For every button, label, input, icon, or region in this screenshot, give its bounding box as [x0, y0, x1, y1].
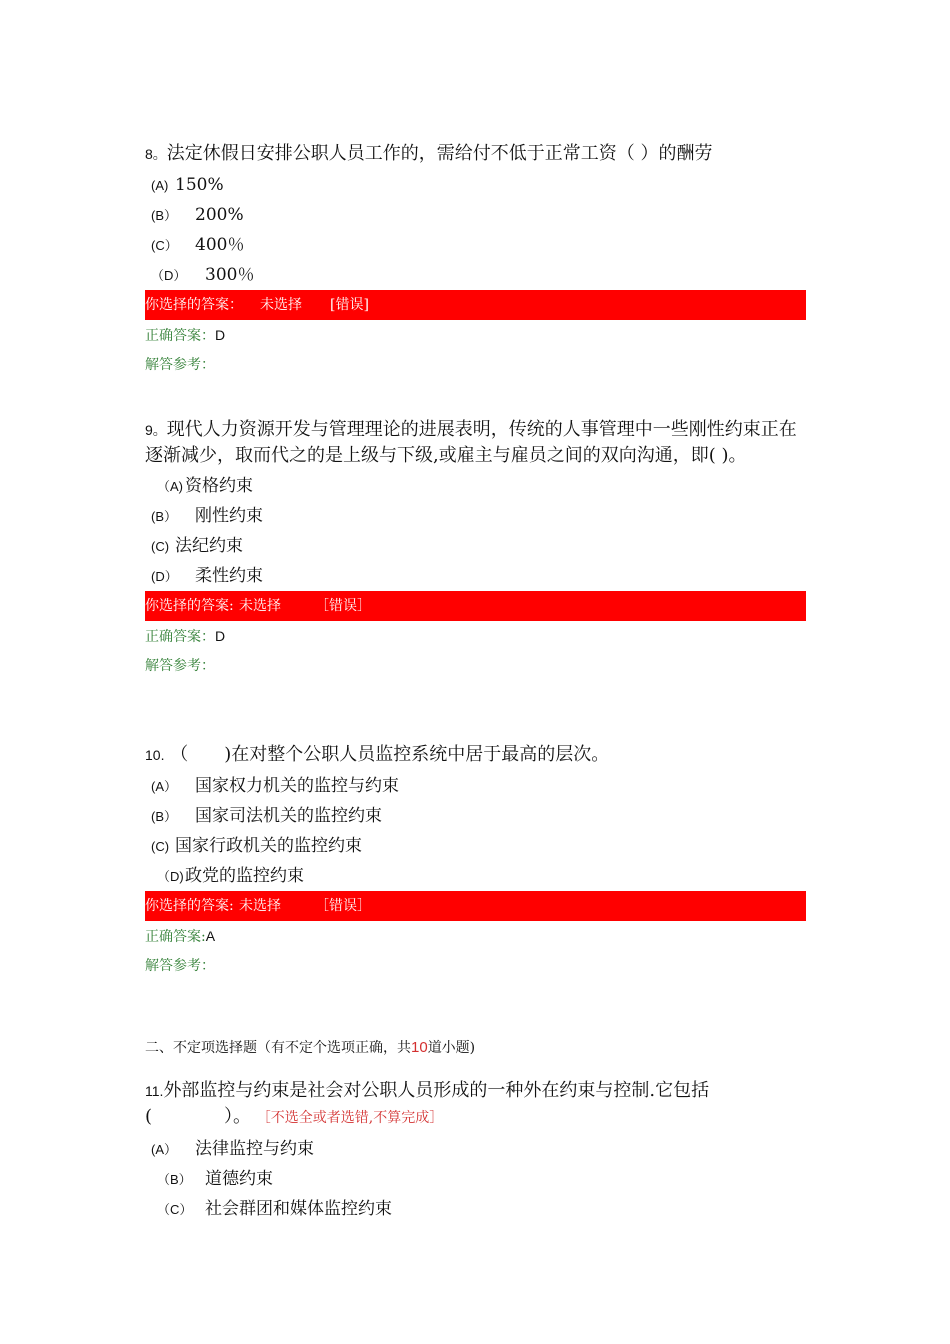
option-label: (A） [151, 1142, 178, 1157]
option-c[interactable] [145, 831, 810, 861]
option-list [145, 170, 810, 290]
correct-answer [145, 320, 810, 350]
your-answer-value: 未选择 [260, 297, 302, 313]
selection-rule-note: ［不选全或者选错,不算完成］ [256, 1110, 444, 1126]
option-b[interactable] [145, 1164, 810, 1194]
option-label: (B） [151, 509, 178, 524]
option-d[interactable] [145, 260, 810, 290]
option-list [145, 471, 810, 591]
answer-reference: 解答参考： [145, 357, 215, 373]
question-stem [145, 742, 810, 768]
question-text: 外部监控与约束是社会对公职人员形成的一种外在约束与控制.它包括( ）。 [145, 1080, 710, 1127]
option-c[interactable] [145, 531, 810, 561]
option-c[interactable] [145, 1194, 810, 1224]
option-text: 国家行政机关的监控约束 [175, 836, 362, 856]
option-label: (C） [151, 238, 178, 253]
option-a[interactable] [145, 471, 810, 501]
your-answer-value: 未选择 [239, 898, 281, 914]
option-label: （B） [157, 1172, 192, 1187]
correct-answer-label: 正确答案: [145, 929, 206, 945]
question-9 [145, 417, 810, 681]
option-a[interactable] [145, 771, 810, 801]
option-text: 刚性约束 [195, 506, 263, 526]
option-b[interactable] [145, 801, 810, 831]
option-label: （D) [157, 869, 184, 884]
option-label: (B） [151, 809, 178, 824]
option-label: (C) [151, 839, 170, 854]
question-text: 现代人力资源开发与管理理论的进展表明，传统的人事管理中一些刚性约束正在逐渐减少，取而代之的是上级与下级,或雇主与雇员之间的双向沟通，即( )。 [145, 419, 797, 466]
your-answer-label: 你选择的答案: [145, 898, 234, 914]
result-status: ［错误］ [315, 898, 371, 914]
result-status: [错误] [330, 297, 369, 313]
question-10 [145, 742, 810, 981]
answer-result-bar [145, 891, 806, 921]
option-text: 400％ [195, 235, 245, 255]
option-b[interactable] [145, 200, 810, 230]
your-answer-label: 你选择的答案： [145, 297, 243, 313]
option-text: 国家权力机关的监控与约束 [195, 776, 399, 796]
result-status: ［错误］ [315, 598, 371, 614]
option-a[interactable] [145, 1134, 810, 1164]
option-label: (D） [151, 569, 178, 584]
option-text: 国家司法机关的监控约束 [195, 806, 382, 826]
answer-result-bar [145, 591, 806, 621]
answer-result-bar [145, 290, 806, 320]
correct-answer-value: D [215, 628, 226, 644]
question-number: 11. [145, 1083, 164, 1099]
question-number: 9。 [145, 422, 167, 438]
option-list [145, 1134, 810, 1224]
option-text: 法纪约束 [175, 536, 243, 556]
question-stem [145, 417, 810, 468]
option-text: 200% [195, 205, 244, 225]
option-d[interactable] [145, 861, 810, 891]
option-text: 政党的监控约束 [185, 866, 304, 886]
option-text: 300％ [205, 265, 255, 285]
question-number: 10. [145, 747, 165, 763]
question-8 [145, 141, 810, 380]
correct-answer [145, 621, 810, 651]
question-11 [145, 1078, 810, 1224]
option-text: 法律监控与约束 [195, 1139, 314, 1159]
correct-answer-label: 正确答案： [145, 328, 215, 344]
option-label: (B） [151, 208, 178, 223]
your-answer-value: 未选择 [239, 598, 281, 614]
option-label: （D） [151, 268, 187, 283]
question-stem [145, 141, 810, 167]
answer-reference: 解答参考： [145, 958, 215, 974]
option-d[interactable] [145, 561, 810, 591]
correct-answer-value: A [205, 928, 216, 944]
option-text: 道德约束 [205, 1169, 273, 1189]
section-heading-suffix: 道小题) [427, 1040, 476, 1056]
option-a[interactable] [145, 170, 810, 200]
option-b[interactable] [145, 501, 810, 531]
option-c[interactable] [145, 230, 810, 260]
correct-answer [145, 921, 810, 951]
option-label: (A) [151, 178, 169, 193]
question-text: （ )在对整个公职人员监控系统中居于最高的层次。 [170, 744, 610, 765]
correct-answer-label: 正确答案： [145, 629, 215, 645]
option-text: 社会群团和媒体监控约束 [205, 1199, 392, 1219]
option-text: 柔性约束 [195, 566, 263, 586]
section-heading-prefix: 二、不定项选择题（有不定个选项正确，共 [145, 1040, 411, 1056]
option-list [145, 771, 810, 891]
option-label: (C) [151, 539, 170, 554]
option-label: (A） [151, 779, 178, 794]
question-stem [145, 1078, 810, 1131]
option-text: 资格约束 [185, 476, 253, 496]
question-number: 8。 [145, 146, 167, 162]
correct-answer-value: D [215, 327, 226, 343]
section-heading [145, 1038, 475, 1058]
option-text: 150% [175, 175, 224, 195]
your-answer-label: 你选择的答案: [145, 598, 234, 614]
option-label: （A) [157, 479, 184, 494]
option-label: （C） [157, 1202, 193, 1217]
section-question-count: 10 [411, 1039, 428, 1056]
question-text: 法定休假日安排公职人员工作的，需给付不低于正常工资（ ）的酬劳 [166, 143, 713, 164]
answer-reference: 解答参考： [145, 658, 215, 674]
